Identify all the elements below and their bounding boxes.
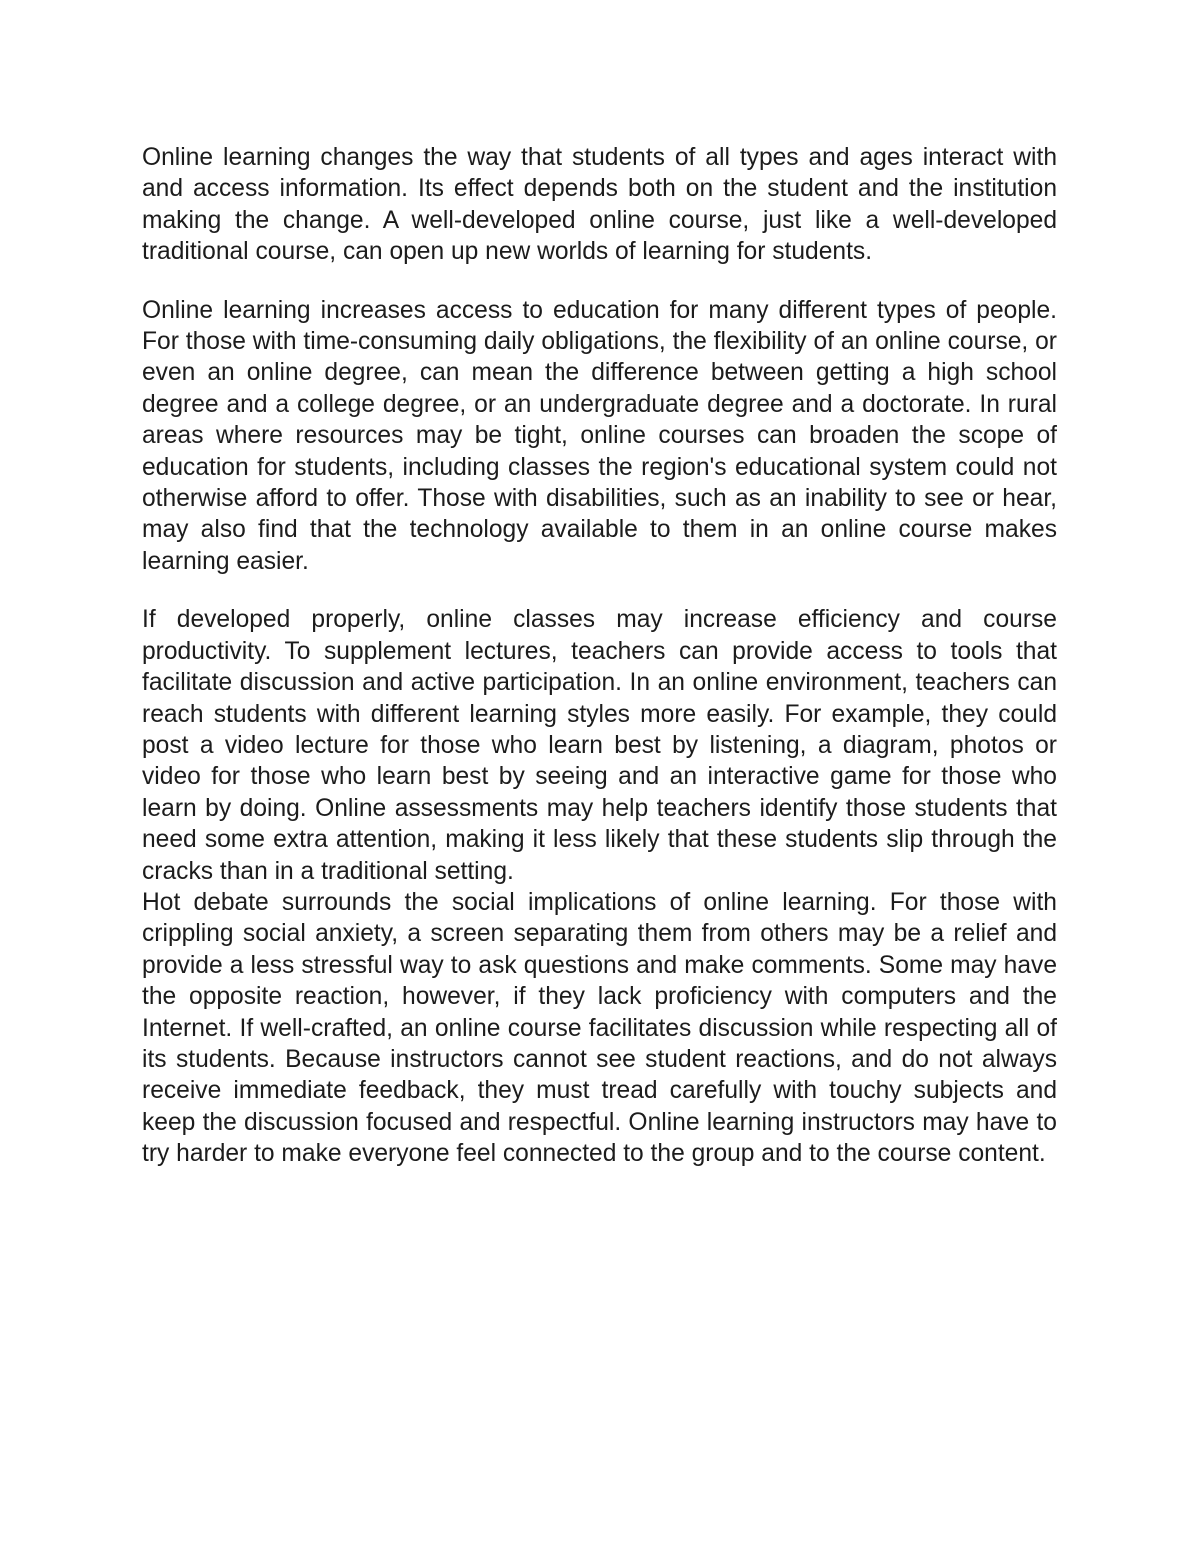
document-body xyxy=(142,142,1057,1170)
paragraph-social: Hot debate surrounds the social implications of online learning. For those with crippling social anxiety, a screen separating them from others may be a relief and provide a less stressful way to ask questions and make comments. Some may have the opposite reaction, however, if they lack proficiency with computers and the Internet. If well-crafted, an online course facilitates discussion while respecting all of its students. Because instructors cannot see student reactions, and do not always receive immediate feedback, they must tread carefully with touchy subjects and keep the discussion focused and respectful. Online learning instructors may have to try harder to make everyone feel connected to the group and to the course content. xyxy=(142,888,1057,1168)
paragraph-access: Online learning increases access to education for many different types of people. For those with time-consuming daily obligations, the flexibility of an online course, or even an online degree, can mean the difference between getting a high school degree and a college degree, or an undergraduate degree and a doctorate. In rural areas where resources may be tight, online courses can broaden the scope of education for students, including classes the region's educational system could not otherwise afford to offer. Those with disabilities, such as an inability to see or hear, may also find that the technology available to them in an online course makes learning easier. xyxy=(142,296,1057,575)
paragraph-intro: Online learning changes the way that students of all types and ages interact with and access information. Its effect depends both on the student and the institution making the change. A well-developed online course, just like a well-developed traditional course, can open up new worlds of learning for students. xyxy=(142,144,1057,266)
paragraph-efficiency: If developed properly, online classes may increase efficiency and course productivity. To supplement lectures, teachers can provide access to tools that facilitate discussion and active participation. In an online environment, teachers can reach students with different learning styles more easily. For example, they could post a video lecture for those who learn best by listening, a diagram, photos or video for those who learn best by seeing and an interactive game for those who learn by doing. Online assessments may help teachers identify those students that need some extra attention, making it less likely that these students slip through the cracks than in a traditional setting. xyxy=(142,606,1057,885)
